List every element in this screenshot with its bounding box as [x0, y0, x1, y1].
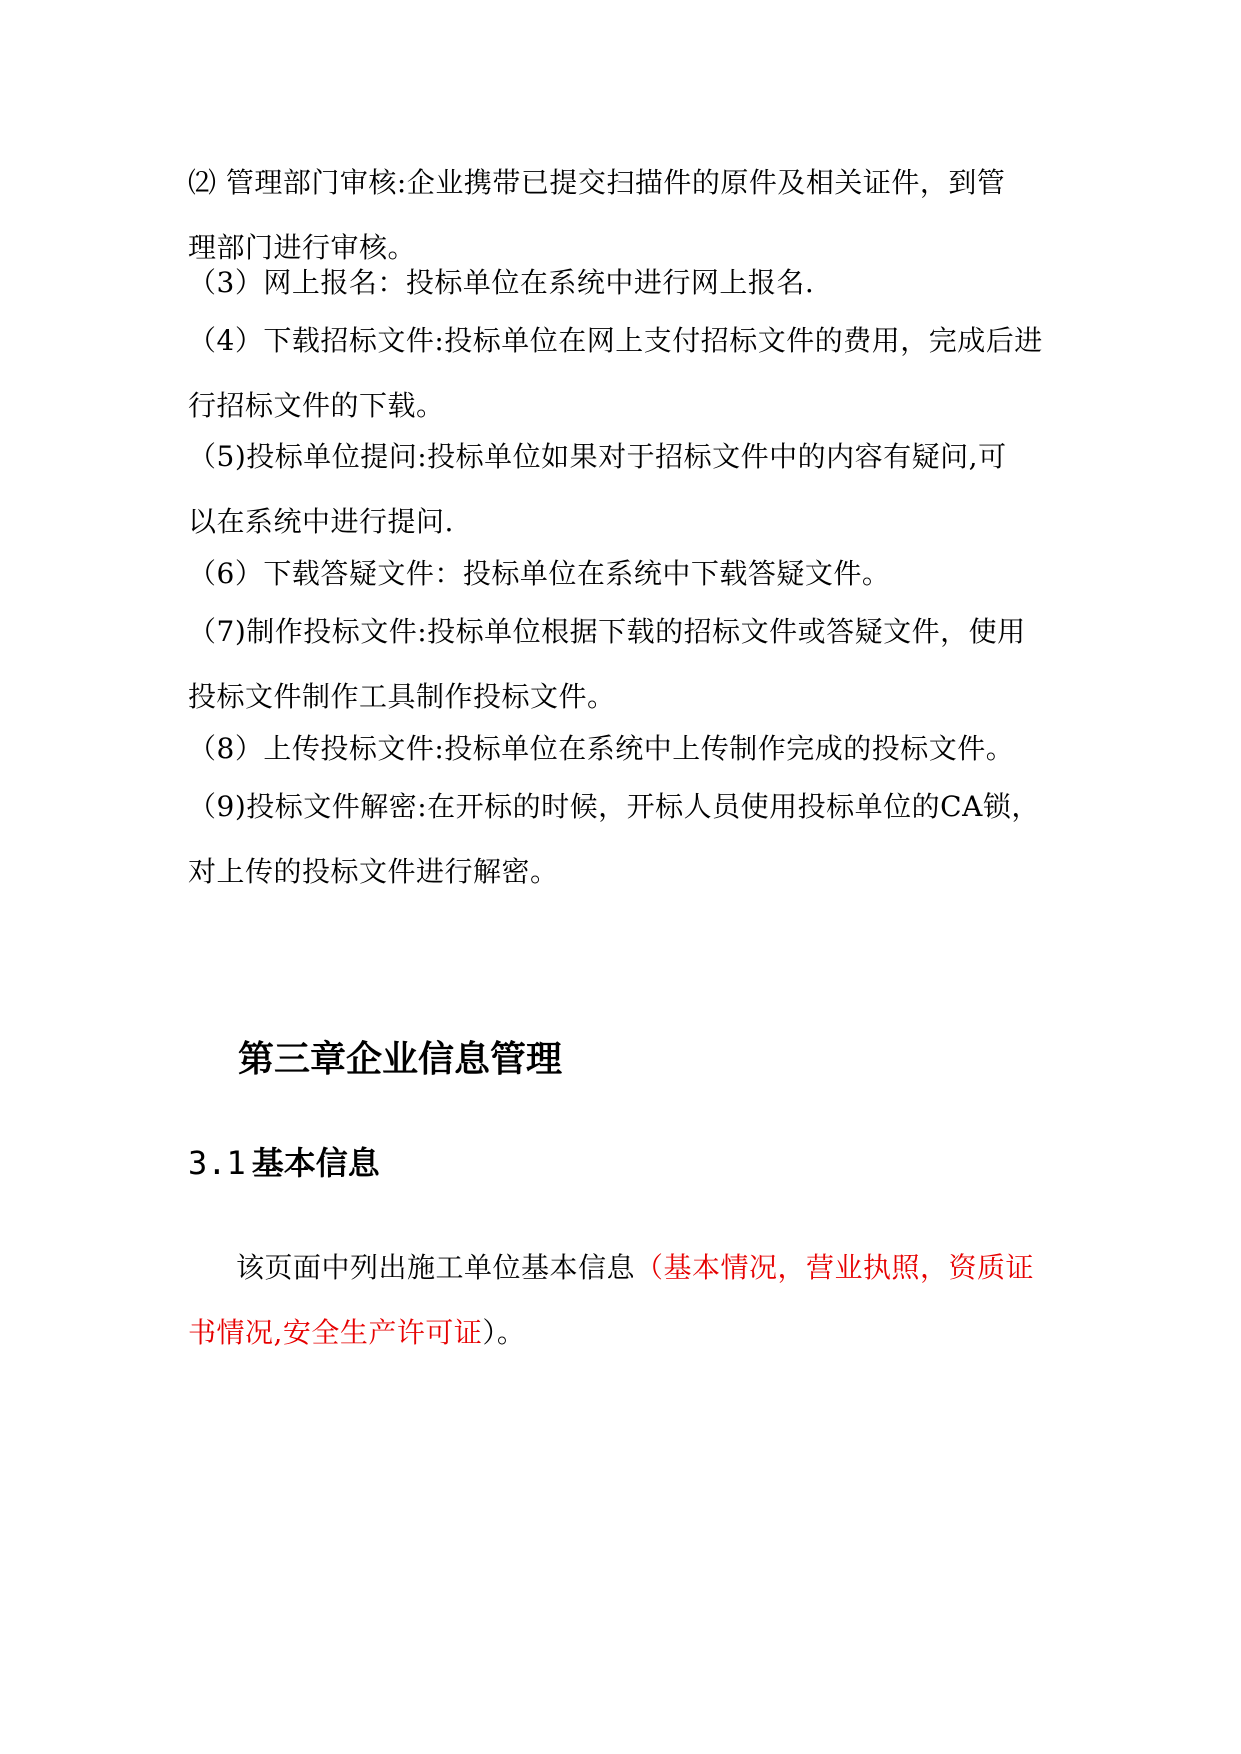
- step-6-paragraph: [188, 541, 1063, 606]
- intro-text-highlight: （基本情况，营业执照，资质证: [635, 1251, 1035, 1284]
- step-3-line-1: （3）网上报名：投标单位在系统中进行网上报名.: [188, 266, 815, 299]
- step-8-line-1: （8）上传投标文件:投标单位在系统中上传制作完成的投标文件。: [188, 732, 1015, 765]
- step-9-line-2: 对上传的投标文件进行解密。: [188, 855, 559, 888]
- step-9-line-1: （9)投标文件解密:在开标的时候，开标人员使用投标单位的CA锁，: [188, 790, 1040, 823]
- chapter-heading: 第三章企业信息管理: [238, 1039, 563, 1080]
- step-6-line-1: （6）下载答疑文件：投标单位在系统中下载答疑文件。: [188, 557, 891, 590]
- intro-line-1: [188, 1235, 1063, 1300]
- section-heading: [188, 1135, 380, 1191]
- step-4-paragraph: [188, 308, 1063, 438]
- step-5-line-1: （5)投标单位提问:投标单位如果对于招标文件中的内容有疑问,可: [188, 440, 1007, 473]
- intro-line-2: [188, 1300, 1063, 1365]
- step-5-paragraph: [188, 424, 1063, 554]
- intro-text-highlight-2: 书情况,安全生产许可证: [188, 1316, 483, 1349]
- step-7-line-1: （7)制作投标文件:投标单位根据下载的招标文件或答疑文件，使用: [188, 615, 1026, 648]
- step-2-line-2: 理部门进行审核。: [188, 231, 417, 264]
- step-4-line-1: （4）下载招标文件:投标单位在网上支付招标文件的费用，完成后进: [188, 324, 1043, 357]
- step-2-line-1: ⑵ 管理部门审核:企业携带已提交扫描件的原件及相关证件，到管: [188, 166, 1006, 199]
- step-4-line-2: 行招标文件的下载。: [188, 389, 445, 422]
- intro-paragraph: [188, 1235, 1063, 1365]
- section-number: 3.1: [188, 1144, 246, 1182]
- step-8-paragraph: [188, 716, 1063, 781]
- step-7-line-2: 投标文件制作工具制作投标文件。: [188, 680, 616, 713]
- intro-text-black: 该页面中列出施工单位基本信息: [236, 1251, 636, 1284]
- step-9-paragraph: [188, 774, 1063, 904]
- step-5-line-2: 以在系统中进行提问.: [188, 505, 454, 538]
- step-7-paragraph: [188, 599, 1063, 729]
- step-3-paragraph: [188, 250, 1063, 315]
- section-title: 基本信息: [251, 1144, 380, 1182]
- intro-text-black-2: ）。: [482, 1316, 526, 1349]
